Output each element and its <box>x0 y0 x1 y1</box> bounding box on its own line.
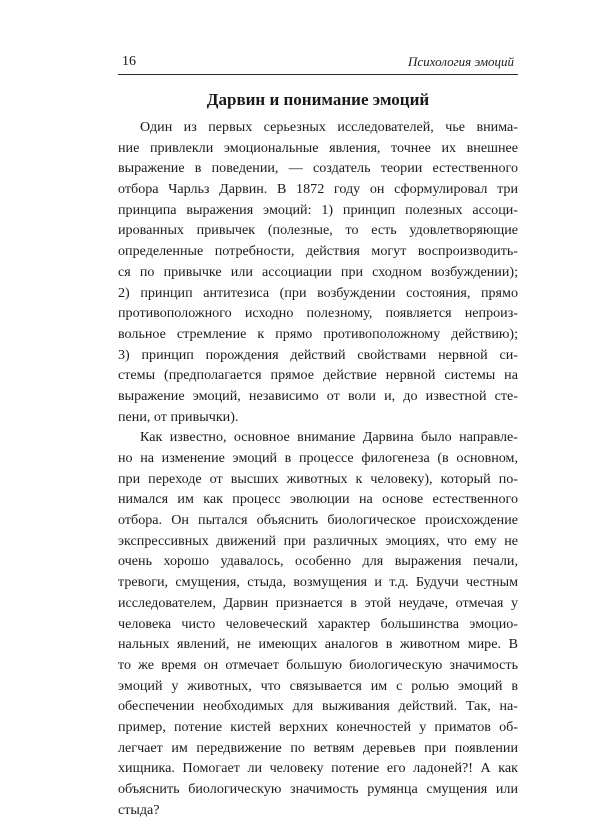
text-line: отбора Чарльз Дарвин. В 1872 году он сформулировал три <box>118 181 518 198</box>
text-line: хищника. Помогает ли человеку потение его ладоней?! А как <box>118 760 518 777</box>
text-line: исследователем, Дарвин признается в этой неудаче, отмечая у <box>118 594 518 611</box>
text-line: ся по привычке или ассоциации при сходном возбуждении); <box>118 263 518 280</box>
text-line: отбора. Он пытался объяснить биологическое происхождение <box>118 512 518 529</box>
text-line: выражение в поведении, — создатель теории естественного <box>118 160 518 177</box>
text-line: при переходе от высших животных к человеку), который по- <box>118 470 518 487</box>
text-line: то же время он отмечает большую биологическую значимость <box>118 656 518 673</box>
text-line: пени, от привычки). <box>118 408 239 425</box>
paragraph <box>118 117 518 427</box>
body-text <box>118 117 518 820</box>
text-line: определенные потребности, действия могут воспроизводить- <box>118 243 518 260</box>
page-number: 16 <box>122 54 136 69</box>
text-line: нальных явлений, не имеющих аналогов в животном мире. В <box>118 636 518 653</box>
section-title: Дарвин и понимание эмоций <box>206 90 430 109</box>
text-line: ние привлекли эмоциональные явления, точнее их внешнее <box>118 139 518 156</box>
running-title: Психология эмоций <box>407 54 514 69</box>
text-line: объяснить биологическую значимость румянца смущения или <box>118 781 518 797</box>
text-line: обеспечении необходимых для выживания действий. Так, на- <box>118 698 518 715</box>
text-line: но на изменение эмоций в процессе филогенеза (в основном, <box>118 450 518 466</box>
text-line: очень хорошо удавалось, особенно для выражения печали, <box>118 553 518 570</box>
text-line: 2) принцип антитезиса (при возбуждении состояния, прямо <box>118 284 518 301</box>
text-line: экспрессивных движений при различных эмоциях, что ему не <box>118 532 518 549</box>
text-line: вольное стремление к прямо противоположному действию); <box>118 325 518 342</box>
text-line: легчает им передвижение по ветвям деревьев при появлении <box>118 739 518 756</box>
text-line: 3) принцип порождения действий свойствами нервной си- <box>118 346 518 363</box>
text-line: тревоги, смущения, стыда, возмущения и т.д. Будучи честным <box>118 574 518 591</box>
text-line: Один из первых серьезных исследователей, чье внима- <box>140 119 518 135</box>
text-line: пример, потение кистей верхних конечностей у приматов об- <box>118 718 518 735</box>
paragraph <box>118 427 518 820</box>
text-line: противоположного исходно полезному, появляется непроиз- <box>118 305 518 322</box>
running-header <box>118 52 518 75</box>
text-line: ированных привычек (полезные, то есть удовлетворяющие <box>118 222 518 239</box>
text-line: Как известно, основное внимание Дарвина было направле- <box>140 429 518 446</box>
text-line: принципа выражения эмоций: 1) принцип полезных ассоци- <box>118 201 518 218</box>
text-line: стемы (предполагается прямое действие нервной системы на <box>118 367 518 384</box>
text-line: стыда? <box>118 801 160 818</box>
text-line: эмоций у животных, что связывается им с ролью эмоций в <box>118 677 518 694</box>
text-line: нимался им как процесс эволюции на основе естественного <box>118 491 518 508</box>
text-line: выражение эмоций, независимо от воли и, до известной сте- <box>118 387 518 404</box>
text-line: человека чисто человеческий характер большинства эмоцио- <box>118 615 518 632</box>
